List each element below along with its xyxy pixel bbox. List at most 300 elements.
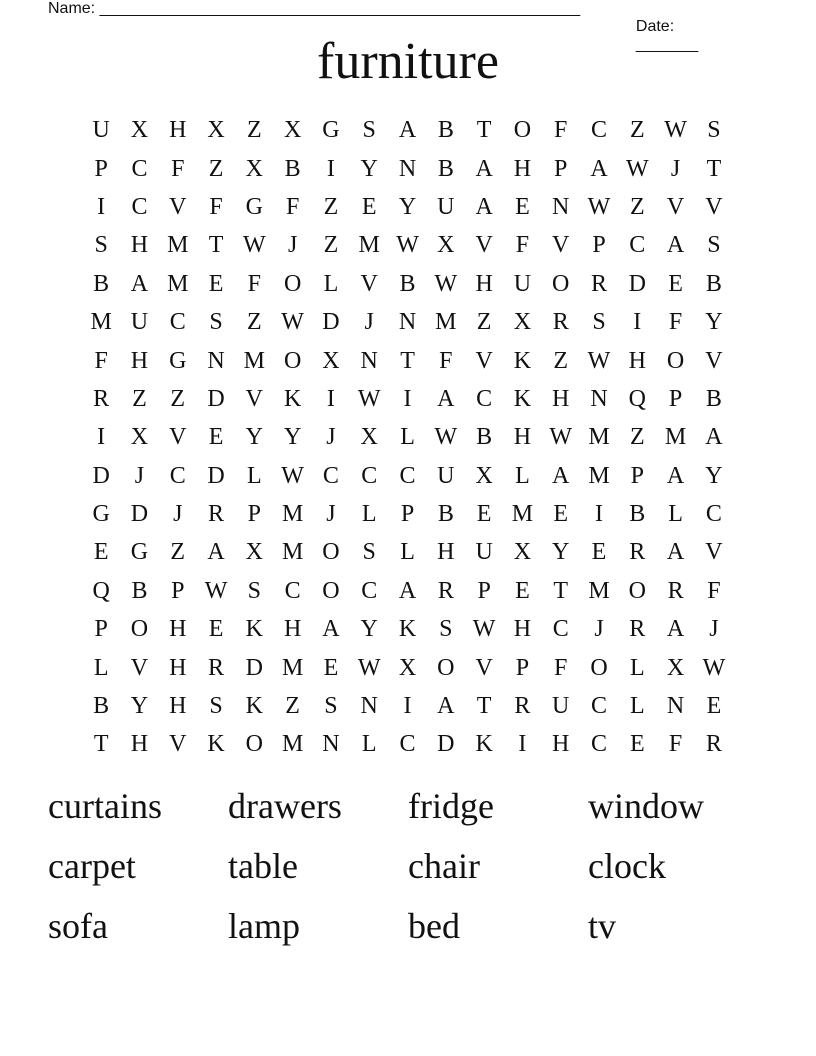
grid-letter: L <box>515 462 530 489</box>
grid-letter: E <box>93 539 109 566</box>
grid-letter: R <box>705 731 722 758</box>
grid-letter: Y <box>283 424 302 451</box>
grid-letter: S <box>362 117 376 144</box>
grid-letter: N <box>552 193 570 220</box>
grid-letter: B <box>93 693 110 720</box>
grid-letter: Z <box>476 309 492 336</box>
grid-letter: S <box>209 693 223 720</box>
grid-row <box>82 610 733 648</box>
grid-letter: W <box>664 117 687 144</box>
grid-letter: L <box>400 539 415 566</box>
grid-letter: M <box>243 347 265 374</box>
grid-letter: J <box>326 501 336 528</box>
grid-letter: I <box>403 385 412 412</box>
grid-letter: C <box>131 155 148 182</box>
grid-letter: M <box>90 309 112 336</box>
grid-letter: F <box>668 309 683 336</box>
grid-letter: G <box>169 347 187 374</box>
grid-letter: U <box>130 309 149 336</box>
grid-letter: P <box>554 155 568 182</box>
grid-letter: G <box>92 501 110 528</box>
grid-letter: X <box>398 654 417 681</box>
grid-letter: H <box>169 654 187 681</box>
grid-letter: U <box>475 539 493 566</box>
grid-letter: H <box>130 347 149 374</box>
grid-letter: D <box>207 462 225 489</box>
grid-letter: S <box>94 232 108 259</box>
grid-letter: A <box>130 270 149 297</box>
grid-letter: A <box>398 577 417 604</box>
grid-letter: B <box>476 424 493 451</box>
grid-letter: Y <box>705 462 723 489</box>
grid-letter: W <box>587 347 611 374</box>
grid-letter: V <box>169 424 187 451</box>
grid-letter: X <box>360 424 378 451</box>
grid-letter: Z <box>629 424 645 451</box>
grid-letter: Z <box>247 309 262 336</box>
grid-letter: Y <box>245 424 263 451</box>
grid-letter: Y <box>360 616 378 643</box>
grid-letter: V <box>130 654 149 681</box>
grid-letter: O <box>283 270 302 297</box>
grid-row <box>82 111 733 149</box>
word-list-item: table <box>228 846 298 886</box>
grid-letter: X <box>207 117 225 144</box>
grid-letter: M <box>358 232 380 259</box>
grid-letter: A <box>666 232 685 259</box>
grid-letter: H <box>130 731 149 758</box>
grid-letter: N <box>590 385 608 412</box>
grid-letter: R <box>93 385 110 412</box>
grid-letter: P <box>630 462 644 489</box>
grid-letter: I <box>97 424 106 451</box>
letter-grid <box>82 111 733 764</box>
grid-letter: A <box>437 693 455 720</box>
grid-letter: V <box>475 654 493 681</box>
grid-letter: A <box>705 424 723 451</box>
grid-letter: K <box>398 616 417 643</box>
grid-letter: M <box>281 731 304 758</box>
grid-letter: M <box>167 270 189 297</box>
grid-letter: I <box>326 385 335 412</box>
grid-letter: W <box>702 654 726 681</box>
grid-row <box>82 533 733 571</box>
grid-letter: D <box>207 385 225 412</box>
grid-letter: X <box>666 654 685 681</box>
grid-letter: O <box>322 577 340 604</box>
grid-letter: A <box>475 193 493 220</box>
grid-letter: U <box>513 270 532 297</box>
word-list-item: curtains <box>48 786 162 826</box>
grid-letter: O <box>245 731 263 758</box>
grid-letter: C <box>399 462 416 489</box>
grid-row <box>82 188 733 226</box>
grid-letter: I <box>326 155 335 182</box>
grid-letter: K <box>475 731 493 758</box>
grid-letter: J <box>173 501 183 528</box>
grid-letter: B <box>131 577 148 604</box>
grid-letter: M <box>281 539 304 566</box>
grid-letter: M <box>281 654 304 681</box>
grid-letter: R <box>208 654 225 681</box>
grid-letter: E <box>706 693 722 720</box>
grid-letter: U <box>437 462 455 489</box>
grid-letter: N <box>207 347 225 374</box>
grid-letter: B <box>437 155 454 182</box>
grid-letter: E <box>208 424 224 451</box>
grid-letter: N <box>360 347 378 374</box>
grid-row <box>82 226 733 264</box>
grid-letter: K <box>207 731 225 758</box>
grid-letter: Z <box>170 539 186 566</box>
grid-letter: L <box>323 270 339 297</box>
grid-letter: I <box>633 309 642 336</box>
date-line: _______ <box>635 36 699 53</box>
grid-letter: F <box>285 193 300 220</box>
grid-letter: V <box>666 193 685 220</box>
grid-letter: W <box>281 309 304 336</box>
grid-letter: E <box>553 501 569 528</box>
grid-letter: B <box>399 270 416 297</box>
grid-letter: C <box>591 731 608 758</box>
grid-letter: L <box>361 731 377 758</box>
grid-letter: M <box>664 424 687 451</box>
grid-letter: K <box>513 347 532 374</box>
grid-letter: F <box>515 232 530 259</box>
grid-letter: G <box>322 117 340 144</box>
grid-letter: M <box>511 501 534 528</box>
grid-letter: C <box>322 462 339 489</box>
grid-letter: W <box>434 270 458 297</box>
date-label: Date: <box>635 18 675 35</box>
grid-letter: A <box>666 462 685 489</box>
grid-letter: I <box>403 693 412 720</box>
grid-letter: N <box>398 309 417 336</box>
name-label: Name: <box>48 0 96 17</box>
grid-letter: F <box>554 654 568 681</box>
grid-letter: V <box>475 347 493 374</box>
grid-letter: X <box>437 232 455 259</box>
word-list-item: drawers <box>228 786 342 826</box>
grid-letter: W <box>625 155 649 182</box>
grid-letter: Z <box>170 385 186 412</box>
grid-letter: Z <box>247 117 262 144</box>
grid-letter: V <box>552 232 570 259</box>
grid-letter: K <box>283 385 302 412</box>
grid-letter: G <box>245 193 263 220</box>
grid-letter: V <box>169 731 187 758</box>
grid-letter: Y <box>552 539 570 566</box>
grid-letter: P <box>94 155 108 182</box>
grid-letter: F <box>554 117 568 144</box>
grid-letter: C <box>169 309 186 336</box>
grid-row <box>82 687 733 725</box>
grid-letter: W <box>357 385 381 412</box>
grid-row <box>82 725 733 763</box>
grid-row <box>82 303 733 341</box>
word-list-item: chair <box>408 846 480 886</box>
grid-letter: I <box>595 501 603 528</box>
grid-letter: C <box>284 577 301 604</box>
grid-letter: O <box>513 117 532 144</box>
grid-letter: H <box>169 616 187 643</box>
grid-letter: X <box>475 462 493 489</box>
grid-letter: S <box>362 539 376 566</box>
grid-letter: E <box>361 193 377 220</box>
grid-letter: R <box>667 577 684 604</box>
grid-letter: H <box>552 385 570 412</box>
grid-letter: C <box>629 232 646 259</box>
grid-letter: V <box>360 270 378 297</box>
grid-letter: W <box>549 424 573 451</box>
grid-letter: J <box>709 616 719 643</box>
grid-letter: S <box>592 309 606 336</box>
grid-letter: U <box>437 193 455 220</box>
grid-letter: B <box>705 385 722 412</box>
grid-letter: E <box>208 616 224 643</box>
grid-row <box>82 380 733 418</box>
grid-letter: S <box>707 232 721 259</box>
grid-letter: R <box>514 693 531 720</box>
grid-letter: V <box>705 347 723 374</box>
grid-letter: J <box>594 616 604 643</box>
grid-letter: S <box>324 693 338 720</box>
word-list-item: clock <box>588 846 666 886</box>
grid-letter: N <box>666 693 685 720</box>
grid-letter: J <box>364 309 374 336</box>
grid-letter: Z <box>323 232 339 259</box>
grid-letter: E <box>591 539 607 566</box>
grid-letter: J <box>134 462 145 489</box>
word-list-item: carpet <box>48 846 136 886</box>
grid-letter: S <box>209 309 223 336</box>
grid-letter: U <box>552 693 570 720</box>
grid-letter: I <box>97 193 106 220</box>
grid-row <box>82 418 733 456</box>
grid-letter: A <box>207 539 225 566</box>
grid-letter: S <box>247 577 262 604</box>
grid-letter: S <box>439 616 453 643</box>
grid-letter: V <box>705 193 723 220</box>
grid-letter: I <box>518 731 527 758</box>
grid-letter: H <box>513 616 532 643</box>
grid-letter: Y <box>398 193 417 220</box>
word-list-item: fridge <box>408 786 494 826</box>
grid-letter: C <box>131 193 148 220</box>
grid-letter: H <box>628 347 646 374</box>
grid-letter: M <box>167 232 189 259</box>
grid-letter: O <box>590 654 608 681</box>
grid-letter: A <box>666 616 685 643</box>
grid-letter: W <box>281 462 304 489</box>
grid-row <box>82 457 733 495</box>
grid-letter: T <box>476 693 492 720</box>
grid-letter: Q <box>92 577 110 604</box>
grid-letter: P <box>400 501 415 528</box>
page-title: furniture <box>317 33 499 90</box>
grid-letter: X <box>130 424 149 451</box>
grid-letter: X <box>130 117 149 144</box>
grid-letter: D <box>628 270 646 297</box>
grid-letter: A <box>437 385 455 412</box>
grid-letter: B <box>93 270 110 297</box>
grid-letter: Q <box>628 385 646 412</box>
grid-letter: P <box>477 577 491 604</box>
grid-letter: J <box>287 232 298 259</box>
grid-letter: M <box>281 501 304 528</box>
grid-letter: N <box>398 155 417 182</box>
grid-letter: W <box>472 616 496 643</box>
grid-row <box>82 572 733 610</box>
grid-letter: R <box>629 616 646 643</box>
grid-letter: M <box>588 577 610 604</box>
grid-letter: F <box>247 270 262 297</box>
grid-letter: H <box>513 424 532 451</box>
grid-letter: R <box>591 270 608 297</box>
grid-letter: L <box>668 501 683 528</box>
grid-letter: D <box>322 309 340 336</box>
grid-letter: H <box>169 117 187 144</box>
grid-letter: Z <box>285 693 300 720</box>
grid-letter: H <box>283 616 302 643</box>
grid-letter: T <box>400 347 415 374</box>
grid-letter: U <box>92 117 110 144</box>
grid-letter: K <box>245 616 263 643</box>
grid-letter: E <box>515 577 530 604</box>
grid-letter: A <box>475 155 493 182</box>
grid-letter: D <box>437 731 455 758</box>
grid-letter: F <box>209 193 223 220</box>
grid-letter: W <box>396 232 419 259</box>
grid-letter: X <box>245 539 263 566</box>
grid-letter: M <box>588 424 610 451</box>
grid-letter: D <box>245 654 263 681</box>
grid-letter: O <box>552 270 570 297</box>
grid-letter: D <box>130 501 149 528</box>
grid-letter: H <box>130 232 149 259</box>
grid-letter: L <box>93 654 109 681</box>
grid-row <box>82 149 733 187</box>
grid-letter: W <box>434 424 458 451</box>
grid-letter: Z <box>629 193 645 220</box>
grid-row <box>82 495 733 533</box>
grid-letter: C <box>591 693 608 720</box>
grid-letter: V <box>475 232 493 259</box>
grid-letter: Z <box>208 155 224 182</box>
grid-letter: W <box>204 577 228 604</box>
grid-letter: L <box>400 424 415 451</box>
grid-letter: W <box>587 193 611 220</box>
grid-letter: O <box>437 654 455 681</box>
grid-letter: C <box>552 616 569 643</box>
grid-letter: B <box>437 501 454 528</box>
grid-letter: J <box>670 155 681 182</box>
grid-letter: O <box>322 539 340 566</box>
grid-letter: Z <box>629 117 645 144</box>
grid-letter: L <box>629 693 645 720</box>
grid-row <box>82 648 733 686</box>
grid-row <box>82 265 733 303</box>
word-list-item: tv <box>588 906 617 946</box>
grid-letter: P <box>171 577 185 604</box>
grid-letter: M <box>435 309 457 336</box>
word-list-item: bed <box>408 906 460 946</box>
grid-letter: E <box>515 193 530 220</box>
grid-letter: R <box>552 309 569 336</box>
grid-letter: H <box>169 693 187 720</box>
grid-letter: S <box>707 117 721 144</box>
grid-letter: O <box>283 347 302 374</box>
grid-letter: F <box>94 347 108 374</box>
grid-letter: X <box>513 539 532 566</box>
grid-letter: R <box>437 577 454 604</box>
grid-letter: F <box>707 577 721 604</box>
word-list-item: lamp <box>228 906 300 946</box>
grid-letter: T <box>208 232 224 259</box>
grid-letter: G <box>130 539 149 566</box>
grid-letter: E <box>323 654 339 681</box>
grid-letter: X <box>245 155 263 182</box>
grid-letter: F <box>171 155 185 182</box>
grid-letter: A <box>322 616 340 643</box>
grid-row <box>82 341 733 379</box>
grid-letter: T <box>553 577 569 604</box>
word-list <box>48 776 768 956</box>
grid-letter: A <box>398 117 417 144</box>
grid-letter: P <box>515 654 530 681</box>
grid-letter: H <box>437 539 455 566</box>
grid-letter: V <box>245 385 263 412</box>
grid-letter: B <box>284 155 301 182</box>
grid-letter: H <box>552 731 570 758</box>
grid-letter: T <box>706 155 722 182</box>
grid-letter: W <box>243 232 266 259</box>
grid-letter: C <box>169 462 186 489</box>
grid-letter: N <box>322 731 340 758</box>
grid-letter: C <box>399 731 416 758</box>
grid-letter: N <box>360 693 378 720</box>
grid-letter: H <box>475 270 493 297</box>
grid-letter: E <box>668 270 683 297</box>
grid-letter: P <box>668 385 683 412</box>
grid-letter: V <box>169 193 187 220</box>
grid-letter: P <box>94 616 108 643</box>
grid-letter: E <box>476 501 492 528</box>
grid-letter: P <box>247 501 262 528</box>
grid-letter: X <box>283 117 302 144</box>
grid-letter: A <box>552 462 570 489</box>
grid-letter: O <box>130 616 149 643</box>
grid-letter: X <box>322 347 340 374</box>
grid-letter: D <box>92 462 110 489</box>
grid-letter: Z <box>323 193 339 220</box>
grid-letter: X <box>513 309 532 336</box>
grid-letter: C <box>361 462 378 489</box>
grid-letter: T <box>476 117 492 144</box>
grid-letter: K <box>513 385 532 412</box>
grid-letter: A <box>666 539 685 566</box>
name-line: ______________________________________________________ <box>99 0 581 17</box>
grid-letter: B <box>705 270 722 297</box>
grid-letter: B <box>437 117 454 144</box>
grid-letter: L <box>361 501 377 528</box>
grid-letter: E <box>208 270 224 297</box>
grid-letter: V <box>705 539 723 566</box>
grid-letter: Y <box>360 155 378 182</box>
word-list-item: window <box>588 786 704 826</box>
grid-letter: C <box>476 385 493 412</box>
grid-letter: F <box>439 347 453 374</box>
